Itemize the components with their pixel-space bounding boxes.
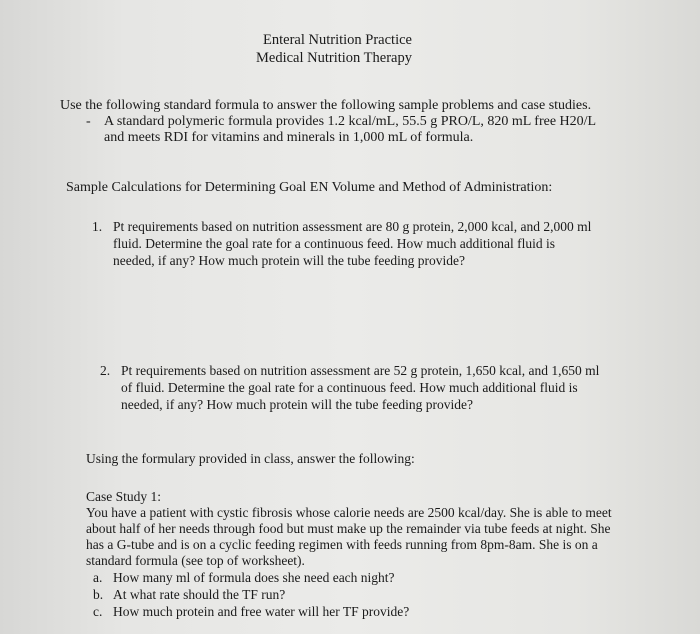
problem-line: needed, if any? How much protein will the tube feeding provide? [113, 253, 466, 268]
question-text: At what rate should the TF run? [113, 587, 286, 602]
case-study-line: You have a patient with cystic fibrosis whose calorie needs are 2500 kcal/day. She is able to meet [86, 505, 612, 520]
case-study-line: standard formula (see top of worksheet). [86, 553, 305, 568]
problem-line: of fluid. Determine the goal rate for a continuous feed. How much additional fluid is [121, 380, 578, 395]
problem-line: fluid. Determine the goal rate for a continuous feed. How much additional fluid is [113, 236, 555, 251]
formula-description-line: and meets RDI for vitamins and minerals in 1,000 mL of formula. [104, 130, 474, 145]
page-title: Enteral Nutrition Practice [263, 32, 412, 48]
problem-number: 2. [100, 363, 111, 378]
intro-lead: Use the following standard formula to answer the following sample problems and case studies. [60, 98, 592, 113]
page-subtitle: Medical Nutrition Therapy [256, 50, 412, 66]
formulary-heading: Using the formulary provided in class, answer the following: [86, 451, 415, 466]
case-study-line: has a G-tube and is on a cyclic feeding regimen with feeds running from 8pm-8am. She is on a [86, 537, 598, 552]
bullet-dash: - [86, 114, 91, 129]
formula-description-line: A standard polymeric formula provides 1.2 kcal/mL, 55.5 g PRO/L, 820 mL free H20/L [104, 114, 597, 129]
question-letter: a. [93, 570, 103, 585]
question-text: How many ml of formula does she need each night? [113, 570, 395, 585]
problem-line: Pt requirements based on nutrition assessment are 52 g protein, 1,650 kcal, and 1,650 ml [121, 363, 600, 378]
question-letter: c. [93, 604, 103, 619]
question-text: How much protein and free water will her TF provide? [113, 604, 410, 619]
sample-calculations-heading: Sample Calculations for Determining Goal EN Volume and Method of Administration: [66, 180, 553, 195]
case-study-line: about half of her needs through food but must make up the remainder via tube feeds at night. She [86, 521, 611, 536]
problem-line: Pt requirements based on nutrition assessment are 80 g protein, 2,000 kcal, and 2,000 ml [113, 219, 592, 234]
problem-line: needed, if any? How much protein will the tube feeding provide? [121, 397, 474, 412]
problem-number: 1. [92, 219, 103, 234]
case-study-title: Case Study 1: [86, 489, 162, 504]
question-letter: b. [93, 587, 104, 602]
